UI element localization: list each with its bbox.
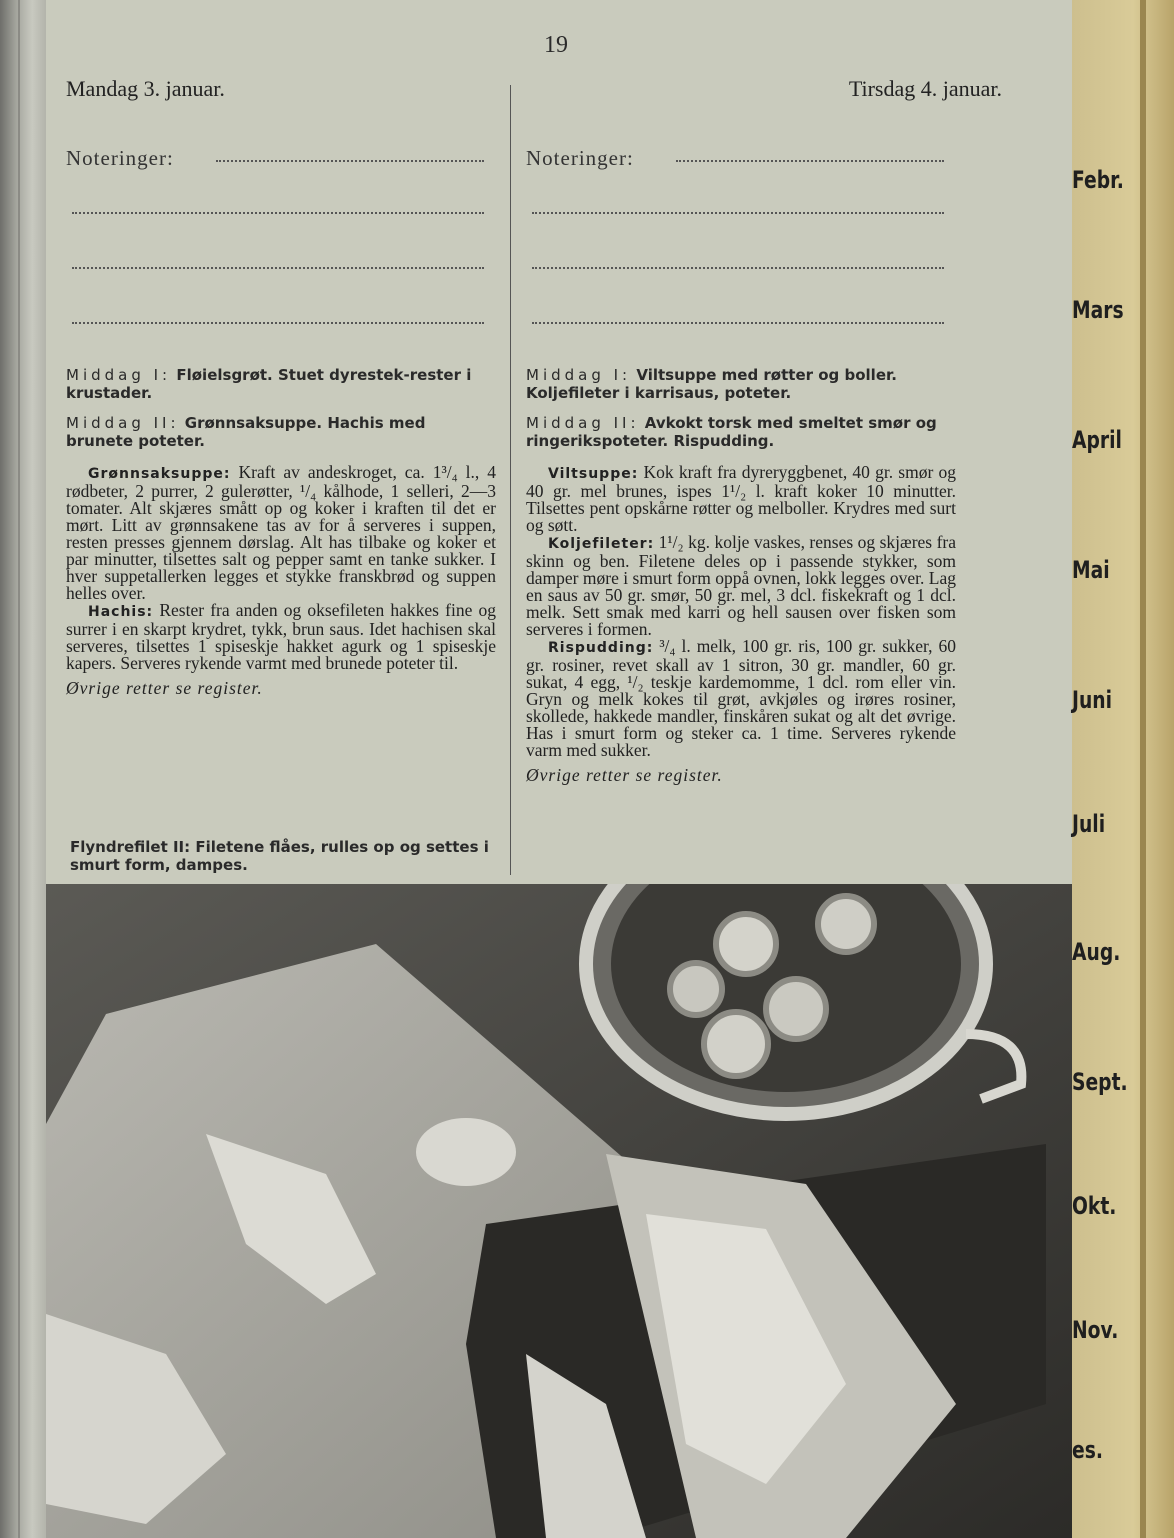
page-number: 19 (544, 32, 568, 58)
middag-2-lead: Middag II: (66, 414, 180, 432)
recipe-viltsuppe (526, 464, 956, 534)
fish-roll (670, 963, 722, 1015)
tuesday-recipes (526, 464, 956, 784)
binding-edge (18, 0, 20, 1538)
monday-date: Mandag 3. januar. (66, 76, 225, 101)
tuesday-middag-2 (526, 414, 956, 450)
column-divider (510, 85, 511, 875)
recipe-text: Kok kraft fra dyreryggbenet, 40 gr. smør og 40 gr. mel brunes, ispes 1¹/₂ l. kraft koker 10 minutter. Tilsettes pent opskårne røtter og melboller. Krydres med surt og søtt. (526, 462, 957, 535)
onion (416, 1118, 516, 1186)
fish-roll (818, 896, 874, 952)
notes-line (72, 320, 484, 324)
notes-line (676, 150, 944, 162)
book-binding (0, 0, 46, 1538)
tab-july[interactable]: Juli (1072, 810, 1106, 838)
recipe-name: Koljefileter: (548, 536, 655, 552)
notes-line (532, 265, 944, 269)
fish-roll (766, 979, 826, 1039)
fish-roll (716, 914, 776, 974)
tab-edge (1140, 0, 1146, 1538)
tab-september[interactable]: Sept. (1072, 1068, 1128, 1096)
fish-roll (704, 1012, 768, 1076)
recipe-text: Rester fra anden og oksefileten hakkes fine og surrer i en skarpt krydret, tykk, brun saus. Idet hachisen skal serveres, tilsettes 1 spiseskje hakket agurk og 1 spiseskje kapers. Serveres rykende varmt med brunede poteter til. (66, 600, 496, 673)
recipe-name: Viltsuppe: (548, 466, 639, 482)
recipe-text: 1¹/₂ kg. kolje vaskes, renses og skjæres fra skinn og ben. Filetene deles op i passende stykker, som damper møre i smurt form oppå ovnen, lokk legges over. Lag en saus av 50 gr. smør, 50 gr. mel, 3 dcl. fiskekraft og 1 dcl. melk. Sett smak med karri og hell sausen over fisken som serveres i formen. (526, 532, 957, 639)
tab-march[interactable]: Mars (1072, 296, 1124, 324)
middag-1-lead: Middag I: (526, 366, 632, 384)
tab-december[interactable]: es. (1072, 1436, 1103, 1464)
middag-1-text: Viltsuppe med røtter og boller. Koljefileter i karrisaus, poteter. (526, 366, 897, 402)
notes-line (216, 150, 484, 162)
fish-photo-illustration (46, 884, 1072, 1538)
monday-middag-2 (66, 414, 496, 450)
month-index-tabs (1072, 0, 1174, 1538)
tuesday-date: Tirsdag 4. januar. (848, 76, 1002, 101)
recipe-rispudding (526, 638, 956, 759)
recipe-text: ³/₄ l. melk, 100 gr. ris, 100 gr. sukker, 60 gr. rosiner, revet skall av 1 sitron, 30 gr. mandler, 60 gr. sukat, 4 egg, ¹/₂ teskje kardemomme, 1 dcl. rom eller vin. Gryn og melk kokes til grøt, avkjøles og irøres rosiner, skollede, hakkede mandler, finskåren sukat og alt det øvrige. Has i smurt form og steker ca. 1 time. Serveres rykende varm med sukker. (526, 636, 956, 760)
flyndrefilet-note: Flyndrefilet II: Filetene flåes, rulles op og settes i smurt form, dampes. (70, 838, 489, 874)
other-dishes-note: Øvrige retter se register. (526, 765, 723, 785)
tab-february[interactable]: Febr. (1072, 166, 1124, 194)
tab-april[interactable]: April (1072, 426, 1122, 454)
recipe-name: Hachis: (88, 604, 154, 620)
tab-june[interactable]: Juni (1072, 686, 1113, 714)
tab-may[interactable]: Mai (1072, 556, 1110, 584)
recipe-name: Grønnsaksuppe: (88, 466, 231, 482)
recipe-koljefileter (526, 534, 956, 638)
middag-2-lead: Middag II: (526, 414, 640, 432)
monday-notes-label: Noteringer: (66, 146, 174, 170)
middag-1-text: Fløielsgrøt. Stuet dyrestek-rester i krustader. (66, 366, 472, 402)
middag-2-text: Avkokt torsk med smeltet smør og ringerikspoteter. Rispudding. (526, 414, 937, 450)
tab-november[interactable]: Nov. (1072, 1316, 1119, 1344)
tab-august[interactable]: Aug. (1072, 938, 1121, 966)
notes-line (532, 210, 944, 214)
other-dishes-note: Øvrige retter se register. (66, 678, 263, 698)
recipe-name: Rispudding: (548, 640, 654, 656)
notes-line (72, 210, 484, 214)
recipe-hachis (66, 602, 496, 672)
tuesday-notes-label: Noteringer: (526, 146, 634, 170)
monday-recipes (66, 464, 496, 697)
notes-line (532, 320, 944, 324)
middag-1-lead: Middag I: (66, 366, 172, 384)
recipe-text: Kraft av andeskroget, ca. 1³/₄ l., 4 rødbeter, 2 purrer, 2 gulerøtter, ¹/₄ kålhode, 1 selleri, 2—3 tomater. Alt skjæres smått op og koker i kraften til det er mørt. Litt av grønnsakene tas av for å serveres i suppen, resten presses gjennem dørslag. Alt has tilbake og koker et par minutter, tilsettes salt og pepper samt en tanke sukker. I hver suppetallerken legges et stykke franskbrød og suppen helles over. (66, 462, 497, 603)
middag-2-text: Grønnsaksuppe. Hachis med brunete poteter. (66, 414, 426, 450)
monday-middag-1 (66, 366, 496, 402)
notes-line (72, 265, 484, 269)
fish-photo (46, 884, 1072, 1538)
tab-october[interactable]: Okt. (1072, 1192, 1117, 1220)
recipe-groennsaksuppe (66, 464, 496, 602)
tuesday-middag-1 (526, 366, 956, 402)
